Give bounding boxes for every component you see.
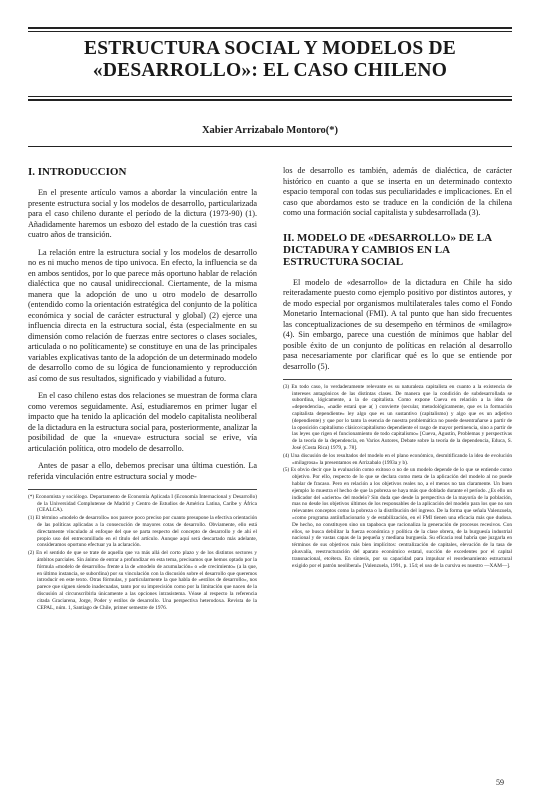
footnote: (1) El término «modelo de desarrollo» nos parece poco preciso por cuanto presupone la efectiva orientación de las políticas aplicadas a la consecución de mayores cotas de desarrollo. Obviamente, ello está directamente vinculado al enfoque del que se parta respecto del concepto de desarrollo y de ahí el propio uso del entrecomillado en el título del artículo. Aunque aquí será descartado más adelante, consideramos oportuno efectuar ya la aclaración.	[28, 515, 257, 549]
title-line-1: ESTRUCTURA SOCIAL Y MODELOS DE	[84, 38, 456, 59]
page-number: 59	[496, 778, 504, 787]
paragraph: El modelo de «desarrollo» de la dictadura en Chile ha sido reiteradamente puesto como ejemplo positivo por distintos autores, y de modo especial por organismos multilaterales tales como el Fondo Monetario Internacional (FMI). A tal punto que han sido frecuentes las conceptualizaciones de su desempeño en términos de «milagro» (4). Sin embargo, parece una cuestión de mínimos que hablar del posible éxito de un conjunto de políticas en relación al desarrollo pasa necesariamente por clarificar qué es lo que se entiende por desarrollo (5).	[283, 277, 512, 371]
paragraph: En el presente artículo vamos a abordar la vinculación entre la presente estructura social y los modelos de desarrollo, particularizada para el caso chileno durante el período de la dictura (1973-90) (1). Añadidamente haremos un esbozo del estado de la cuestión tras casi cuatro años de transición.	[28, 188, 257, 239]
footnote: (*) Economista y sociólogo. Departamento de Economía Aplicada I (Economía Internacional y Desarrollo) de la Universidad Complutense de Madrid y Centro de Estudios de América Latina, Caribe y África (CEALCA).	[28, 493, 257, 514]
paragraph: Antes de pasar a ello, debemos precisar una última cuestión. La referida vinculación entre estructura social y mode-	[28, 461, 257, 481]
footnote-separator	[283, 379, 512, 380]
title-bottom-rule-thick	[28, 99, 512, 101]
author-line: Xabier Arrizabalo Montoro(*)	[201, 125, 339, 136]
author-rule	[28, 146, 512, 147]
article-title	[28, 38, 512, 82]
title-bottom-rule-thin	[28, 96, 512, 97]
top-rule-thin	[28, 31, 512, 32]
section-heading-introduccion: I. INTRODUCCION	[28, 166, 127, 178]
section-heading-modelo: II. MODELO DE «DESARROLLO» DE LA DICTADURA Y CAMBIOS EN LA ESTRUCTURA SOCIAL	[283, 231, 492, 268]
footnote: (5) Es obvio decir que la evaluación como exitoso o no de un modelo depende de lo que se entiende como objetivo. Por ello, respecto de lo que se declara como meta de la aplicación del modelo al no puede hablar de fracaso. Pero en relación a los objetivos reales no, a el menos no tan claramente. Un buen ejemplo lo muestra el hecho de que la pobreza se haya más que doblado durante el período. ¿Es ello un indicador del «acierto» del modelo? Sin duda que desde la perspectiva de la mayoría de la población, mas no desde los objetivos últimos de los responsables de la aplicación del modelo para los que no son relevantes conceptos como la pobreza o la distribución del ingreso. De la forma que señala Valenzuela, «como programa antiinflacionario y de estabilización, en el FMI tienen una eficacia más que dudosa. De hecho, no constituyen sino un tapaboca que racionaliza la generación de procesos recesivos. Con ellos, se busca debilitar la fuerza económica y política de la clase obrera, de la burguesía industrial nacional y de vastas capas de la pequeña y mediana burguesía. Su eficacia real habría que juzgarla en términos de sus objetivos más bien implícitos: centralización de capitales, elevación de la tasa de plusvalía, reestructuración del aparato económico estatal, succión de excedentes por el capital transnacional, etcétera. En síntesis, por su capacidad para impulsar el reordenamiento estructural exigido por el patrón neoliberal» [Valenzuela, 1991, p. 154; el uso de la cursiva es nuestro —XAM—].	[283, 467, 512, 569]
title-line-2: «DESARROLLO»: EL CASO CHILENO	[92, 60, 448, 81]
footnote: (2) En el sentido de que se trate de aquella que va más allá del corto plazo y de los distintos sectores y ámbitos parciales. Sin ánimo de entrar a profundizar en esta tema, precisamos que hemos optado por la fórmula «modelo de desarrollo» frente a la de «modelo de acumulación» o «de crecimiento» (a la que, en último instancia, se subordina) por su vinculación con la discusión sobre el desarrollo que queremos introducir en este texto. Otras fórmulas, y particularmente la que habla de «estilos de desarrollo», nos parece que siguen siendo inadecuadas, tanto por su imprecisión como por la limitación que nacen de la discusión al circunscribirla únicamente a las opciones intrasistema. Véase al respecto la referencia citada Graciarena, Jorge, Poder y estilos de desarrollo. Una perspectiva heterodoxa. Revista de la CEPAL, núm. 1, Santiago de Chile, primer semestre de 1976.	[28, 550, 257, 611]
footnote-separator	[28, 489, 257, 490]
paragraph: los de desarrollo es también, además de dialéctica, de carácter histórico en cuanto a que se inserta en un determinado contexto espacio temporal con todas sus peculiaridades e implicaciones. En el caso que abordamos esto se traduce en la condición de la chilena como una formación social capitalista y subdesarrollada (3).	[283, 166, 512, 217]
footnote: (4) Una discusión de los resultados del modelo en el plano económico, desmitificando la idea de evolución «milagrosa» la presentamos en Arrizabalo (1993a y b).	[283, 452, 512, 466]
paragraph: La relación entre la estructura social y los modelos de desarrollo no es ni mucho menos de tipo univoca. En efecto, la influencia se da en ambos sentidos, por lo que parece más oportuno hablar de relación dialéctica que no causal unidireccional. Ciertamente, de la misma manera que la adopción de uno u otro modelo de desarrollo (entendido como la orientación estratégica del conjunto de la política económica y social de carácter estructural y global) (2) ejerce una influencia directa en la estructura social, ésta (especialmente en su dimensión como relación de fuerzas entre sectores o clases sociales, articulada o no políticamente) se constituye en una de las principales variables explicativas tanto de la adopción de un determinado modelo de desarrollo como de su lógica de funcionamiento y reproducción así como de sus resultados, significado y viabilidad a futuro.	[28, 247, 257, 383]
footnote: (3) En todo caso, lo verdaderamente relevante es su naturaleza capitalista en cuanto a la existencia de intereses antagónicos de las distintas clases. De manera que la condición de subdesarrollada se subordina, lógicamente, a la de capitalista. Como expone Cueva en relación a la idea de «dependencia», «nadie estará que a( ) convierte (secular, metodológicamente, que es la formación capitalista dependiente» ley algo que es un sustantivo (capitalismo) y algo que es un adjetivo (dependiente) y que por lo tanto la esencia de nuestra problemática no puede desentrañarse a partir de la oposición capitalismo clásico/capitalismo dependiente el rasgo de mayor pertinencia, sino a partir de las leyes que rigen el funcionamiento de todo capitalismo» [Cueva, Agustín, Problemas y perspectivas de la teoría de la dependencia, en Varios Autores, Debate sobre la teoría de la dependencia, Educa, S. José (Costa Rica) 1979, p. 78].	[283, 383, 512, 451]
right-column	[283, 166, 512, 570]
paragraph: En el caso chileno estas dos relaciones se muestran de forma clara como veremos seguidamente. Así, estudiaremos en primer lugar el impacto que ha tenido la aplicación del modelo capitalista neoliberal de la dictadura en la estructura social para, posteriormente, analizar la posibilidad de que la «nueva» estructura social se erive, vía articulación política, otro modelo de desarrollo.	[28, 391, 257, 453]
left-column	[28, 166, 257, 612]
top-rule-thick	[28, 27, 512, 29]
